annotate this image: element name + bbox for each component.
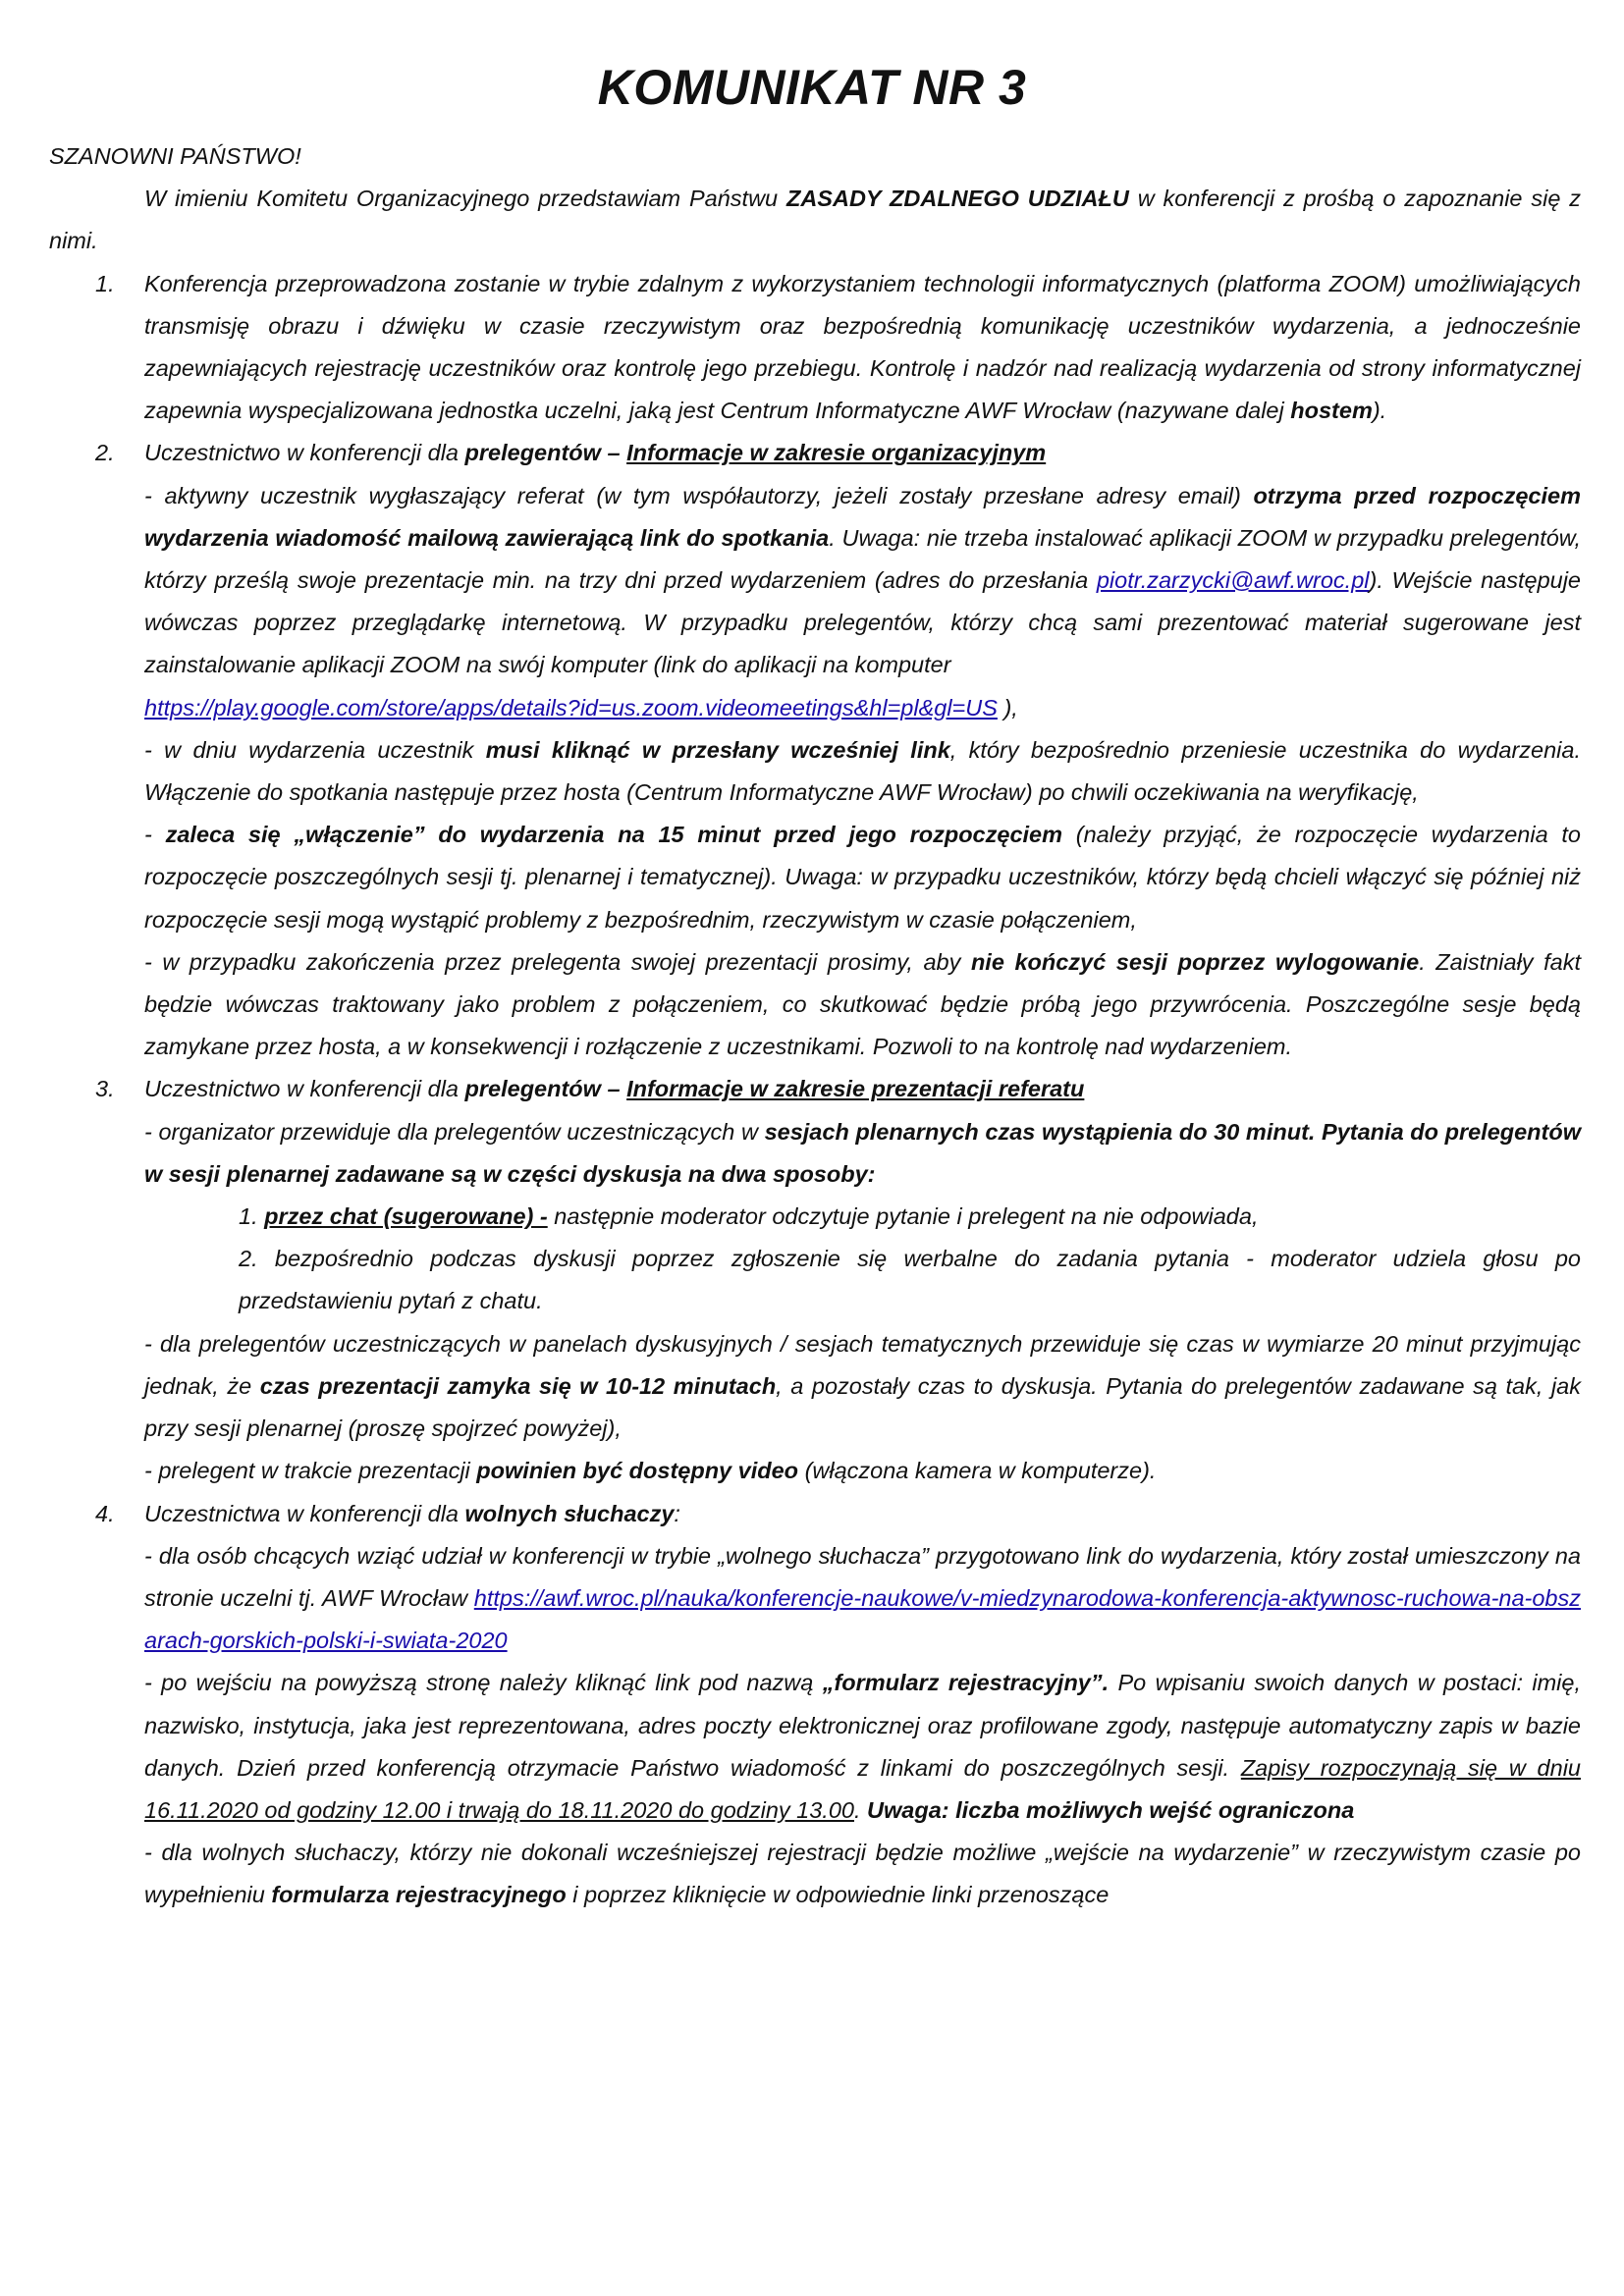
paragraph-text: - aktywny uczestnik wygłaszający referat (w tym współautorzy, jeżeli zostały przesłane adresy email) [144,482,1254,508]
paragraph-bold: „formularz rejestracyjny”. [822,1670,1110,1696]
sub-item-2 [49,1238,1581,1322]
list-number: 1. [95,270,115,296]
greeting: SZANOWNI PAŃSTWO! [49,143,301,169]
paragraph-text: - w przypadku zakończenia przez prelegenta swojej prezentacji prosimy, aby [144,948,971,975]
item-paragraph [144,729,1581,814]
heading-bold: prelegentów – [464,440,627,466]
paragraph-text: - dla wolnych słuchaczy, którzy nie dokonali wcześniejszej rejestracji będzie możliwe „wejście na wydarzenie” w rzeczywistym czasie po wypełnieniu [144,1840,1581,1908]
item-heading [144,1068,1581,1110]
paragraph-text: ). Wejście następuje wówczas poprzez przeglądarkę internetową. W przypadku prelegentów, którzy chcą sami prezentować materiał sugerowane jest zainstalowanie aplikacji ZOOM na swój komputer (link do aplikacji na komputer [144,567,1581,678]
intro-bold: ZASADY ZDALNEGO UDZIAŁU [785,186,1129,212]
sub-number: 1. [239,1203,258,1230]
intro-text-end: w konferencji z prośbą o zapoznanie się z nimi. [49,186,1581,254]
document-body [49,135,1581,1917]
paragraph-text: ), [997,694,1018,721]
list-number: 3. [95,1076,115,1102]
heading-text: : [674,1500,680,1526]
paragraph-text: . Uwaga: nie trzeba instalować aplikacji ZOOM w przypadku prelegentów, którzy prześlą swoje prezentacje min. na trzy dni przed wydarzeniem (adres do przesłania [144,524,1582,594]
zoom-app-link[interactable]: https://play.google.com/store/apps/details?id=us.zoom.videomeetings&hl=pl&gl=US [144,694,998,721]
item-heading [144,432,1581,474]
sub-number: 2. [239,1246,258,1272]
paragraph-bold: otrzyma przed rozpoczęciem wydarzenia wiadomość mailową zawierającą link do spotkania [144,482,1581,551]
paragraph-text: - organizator przewiduje dla prelegentów uczestniczących w [144,1118,765,1145]
paragraph-text: , a pozostały czas to dyskusja. Pytania do prelegentów zadawane są tak, jak przy sesji plenarnej (proszę spojrzeć powyżej), [144,1372,1581,1442]
paragraph-text: Po wpisaniu swoich danych w postaci: imię, nazwisko, instytucja, jaka jest reprezentowana, adres poczty elektronicznej oraz profilowane zgody, następuje automatyczny zapis w bazie danych. Dzień przed konferencją otrzymacie Państwo wiadomość z linkami do poszczególnych sesji. [144,1670,1581,1781]
paragraph-bold: sesjach plenarnych czas wystąpienia do 30 minut. Pytania do prelegentów w sesji plenarnej zadawane są w części dyskusja na dwa sposoby: [144,1118,1581,1187]
paragraph-text: (włączona kamera w komputerze). [798,1458,1157,1484]
paragraph-bold: nie kończyć sesji poprzez wylogowanie [970,948,1420,975]
sub-text: następnie moderator odczytuje pytanie i prelegent na nie odpowiada, [547,1203,1259,1230]
paragraph-text: - dla prelegentów uczestniczących w panelach dyskusyjnych / sesjach tematycznych przewiduje się czas w wymiarze 20 minut przyjmując jednak, że [144,1330,1581,1399]
item-paragraph [144,1111,1581,1196]
paragraph-bold: formularza rejestracyjnego [271,1882,567,1908]
paragraph-bold: czas prezentacji zamyka się w 10-12 minutach [259,1372,777,1399]
item-paragraph [144,1450,1581,1492]
awf-conference-link[interactable]: https://awf.wroc.pl/nauka/konferencje-naukowe/v-miedzynarodowa-konferencja-aktywnosc-ruchowa-na-obszarach-gorskich-polski-i-swiata-2020 [144,1584,1581,1654]
item-paragraph [144,475,1581,687]
paragraph-text: - dla osób chcących wziąć udział w konferencji w trybie „wolnego słuchacza” przygotowano link do wydarzenia, który został umieszczony na stronie uczelni tj. AWF Wrocław [144,1542,1581,1611]
heading-underlined: Informacje w zakresie prezentacji referatu [626,1076,1085,1102]
list-item-4 [49,1493,1581,1917]
paragraph-underlined: Zapisy rozpoczynają się w dniu 16.11.2020 od godziny 12.00 i trwają do 18.11.2020 do godziny 13.00 [144,1754,1581,1823]
paragraph-text: - po wejściu na powyższą stronę należy kliknąć link pod nazwą [144,1670,823,1696]
item-bold: hostem [1290,398,1373,424]
list-item-1 [49,263,1581,433]
sub-bold-underlined: przez chat (sugerowane) - [264,1203,548,1230]
paragraph-text: i poprzez kliknięcie w odpowiednie linki przenoszące [566,1882,1110,1908]
heading-text: Uczestnictwo w konferencji dla [144,1076,465,1102]
list-number: 4. [95,1500,115,1526]
paragraph-bold: musi kliknąć w przesłany wcześniej link [485,736,950,763]
paragraph-text: (należy przyjąć, że rozpoczęcie wydarzenia to rozpoczęcie poszczególnych sesji tj. plenarnej i tematycznej). Uwaga: w przypadku uczestników, którzy będą chcieli włączyć się później niż rozpoczęcie sesji mogą wystąpić problemy z bezpośrednim, rzeczywistym w czasie połączeniem, [144,822,1582,933]
email-link[interactable]: piotr.zarzycki@awf.wroc.pl [1096,567,1370,594]
intro-text: W imieniu Komitetu Organizacyjnego przedstawiam Państwu [144,186,786,212]
item-heading [144,1493,1581,1535]
sub-text: bezpośrednio podczas dyskusji poprzez zgłoszenie się werbalne do zadania pytania - moderator udziela głosu po przedstawieniu pytań z chatu. [239,1246,1582,1314]
list-item-2 [49,432,1581,1068]
paragraph-text: , który bezpośrednio przeniesie uczestnika do wydarzenia. Włączenie do spotkania następuje przez hosta (Centrum Informatyczne AWF Wrocław) po chwili oczekiwania na weryfikację, [144,736,1581,806]
item-paragraph [144,941,1581,1069]
item-paragraph [144,1535,1581,1663]
paragraph-bold: powinien być dostępny video [476,1458,799,1484]
heading-bold: prelegentów – [464,1076,627,1102]
paragraph-text: - w dniu wydarzenia uczestnik [144,736,486,763]
item-paragraph [144,1662,1581,1832]
paragraph-text: - [144,822,166,848]
page-title: KOMUNIKAT NR 3 [597,60,1027,115]
heading-underlined: Informacje w zakresie organizacyjnym [626,440,1047,466]
paragraph-bold: Uwaga: liczba możliwych wejść ograniczona [867,1796,1355,1823]
intro-paragraph [49,178,1581,262]
list-item-3-continued [49,1323,1581,1493]
heading-text: Uczestnictwo w konferencji dla [144,440,465,466]
paragraph-bold: zaleca się „włączenie” do wydarzenia na 15 minut przed jego rozpoczęciem [165,822,1063,848]
heading-bold: wolnych słuchaczy [464,1500,675,1526]
item-paragraph [144,814,1581,941]
paragraph-text: . Zaistniały fakt będzie wówczas traktowany jako problem z połączeniem, co skutkować będzie próbą jego przywrócenia. Poszczególne sesje będą zamykane przez hosta, a w konsekwencji i rozłączenie z uczestnikami. Pozwoli to na kontrolę nad wydarzeniem. [144,948,1581,1060]
item-paragraph [144,1323,1581,1451]
paragraph-text: - prelegent w trakcie prezentacji [144,1458,477,1484]
sub-item-1 [49,1196,1581,1238]
item-paragraph [144,687,1581,729]
list-number: 2. [95,440,115,466]
paragraph-text: . [853,1796,868,1823]
heading-text: Uczestnictwa w konferencji dla [144,1500,465,1526]
item-text: Konferencja przeprowadzona zostanie w trybie zdalnym z wykorzystaniem technologii informatycznych (platforma ZOOM) umożliwiających transmisję obrazu i dźwięku w czasie rzeczywistym oraz bezpośrednią komunikację uczestników wydarzenia, a jednocześnie zapewniających rejestrację uczestników oraz kontrolę jego przebiegu. Kontrolę i nadzór nad realizacją wydarzenia od strony informatycznej zapewnia wyspecjalizowana jednostka uczelni, jaką jest Centrum Informatyczne AWF Wrocław (nazywane dalej [144,270,1581,424]
list-item-3 [49,1068,1581,1196]
item-paragraph [144,1832,1581,1916]
item-text-end: ). [1372,398,1387,424]
